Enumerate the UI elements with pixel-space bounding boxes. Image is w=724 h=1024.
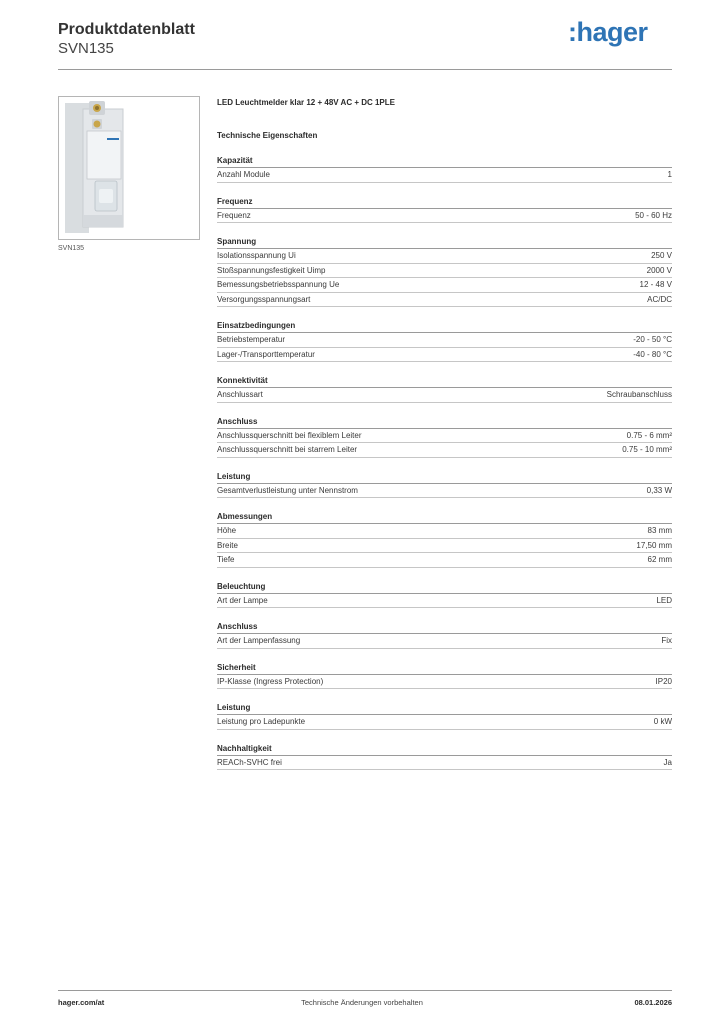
spec-label: Bemessungsbetriebsspannung Ue	[217, 280, 340, 289]
spec-group-title: Spannung	[217, 237, 672, 249]
spec-group-title: Leistung	[217, 472, 672, 484]
spec-label: Anschlussart	[217, 390, 263, 399]
spec-row	[217, 484, 672, 499]
spec-group-title: Frequenz	[217, 197, 672, 209]
spec-row	[217, 209, 672, 224]
image-caption: SVN135	[58, 245, 85, 252]
spec-group-title: Abmessungen	[217, 512, 672, 524]
spec-group-title: Kapazität	[217, 156, 672, 168]
spec-value: -20 - 50 °C	[633, 335, 672, 344]
header-divider	[58, 69, 672, 70]
spec-groups	[217, 156, 672, 770]
spec-label: IP-Klasse (Ingress Protection)	[217, 676, 324, 686]
spec-value: 250 V	[651, 251, 672, 260]
spec-label: Isolationsspannung Ui	[217, 251, 296, 260]
product-name: LED Leuchtmelder klar 12 + 48V AC + DC 1PLE	[217, 98, 395, 107]
spec-row	[217, 539, 672, 554]
spec-row	[217, 756, 672, 771]
spec-group	[217, 417, 672, 458]
spec-label: Stoßspannungsfestigkeit Uimp	[217, 265, 326, 275]
spec-label: Art der Lampe	[217, 595, 268, 605]
footer-date: 08.01.2026	[634, 998, 672, 1007]
spec-row	[217, 524, 672, 539]
spec-label: Gesamtverlustleistung unter Nennstrom	[217, 485, 358, 495]
spec-row	[217, 429, 672, 444]
spec-value: LED	[656, 595, 672, 605]
spec-value: 0 kW	[653, 717, 672, 726]
spec-row	[217, 594, 672, 609]
spec-row	[217, 264, 672, 279]
spec-group-title: Anschluss	[217, 417, 672, 429]
spec-group-title: Konnektivität	[217, 376, 672, 388]
spec-row	[217, 168, 672, 183]
spec-group-title: Sicherheit	[217, 663, 672, 675]
spec-row	[217, 715, 672, 730]
logo-colon: :	[568, 17, 577, 47]
footer-divider	[58, 990, 672, 991]
spec-group-title: Leistung	[217, 703, 672, 715]
spec-group	[217, 237, 672, 307]
spec-label: Art der Lampenfassung	[217, 636, 301, 645]
spec-row	[217, 293, 672, 308]
spec-group	[217, 582, 672, 609]
spec-label: Anschlussquerschnitt bei starrem Leiter	[217, 445, 358, 454]
spec-label: Leistung pro Ladepunkte	[217, 717, 306, 726]
spec-group	[217, 376, 672, 403]
spec-value: 0.75 - 6 mm²	[626, 430, 672, 440]
spec-value: Fix	[661, 636, 672, 645]
spec-value: AC/DC	[647, 294, 672, 304]
spec-label: Tiefe	[217, 555, 235, 564]
spec-label: Lager-/Transporttemperatur	[217, 349, 315, 359]
spec-value: Schraubanschluss	[606, 390, 672, 399]
spec-value: IP20	[655, 676, 672, 686]
spec-label: Anschlussquerschnitt bei flexiblem Leiter	[217, 430, 362, 440]
spec-group-title: Einsatzbedingungen	[217, 321, 672, 333]
spec-row	[217, 634, 672, 649]
spec-group	[217, 156, 672, 183]
spec-row	[217, 333, 672, 348]
footer-note: Technische Änderungen vorbehalten	[301, 998, 423, 1007]
footer-website[interactable]: hager.com/at	[58, 998, 105, 1007]
spec-value: 12 - 48 V	[639, 280, 672, 289]
product-image	[58, 96, 200, 240]
spec-row	[217, 249, 672, 264]
spec-label: Breite	[217, 540, 238, 550]
spec-value: 83 mm	[647, 526, 672, 535]
spec-value: 0.75 - 10 mm²	[622, 445, 672, 454]
spec-value: 1	[667, 170, 672, 179]
section-title: Technische Eigenschaften	[217, 131, 318, 140]
spec-value: -40 - 80 °C	[633, 349, 672, 359]
spec-group-title: Nachhaltigkeit	[217, 744, 672, 756]
spec-group	[217, 622, 672, 649]
spec-group	[217, 744, 672, 771]
product-code: SVN135	[58, 40, 114, 57]
spec-group	[217, 663, 672, 690]
spec-group-title: Beleuchtung	[217, 582, 672, 594]
spec-value: 0,33 W	[646, 485, 672, 495]
spec-row	[217, 443, 672, 458]
spec-group-title: Anschluss	[217, 622, 672, 634]
spec-label: Betriebstemperatur	[217, 335, 286, 344]
spec-content	[217, 97, 672, 770]
spec-value: 50 - 60 Hz	[635, 210, 672, 220]
product-illustration	[59, 97, 199, 239]
spec-group	[217, 512, 672, 568]
spec-value: Ja	[663, 757, 672, 767]
spec-value: 2000 V	[646, 265, 672, 275]
spec-label: REACh-SVHC frei	[217, 757, 282, 767]
spec-group	[217, 472, 672, 499]
spec-group	[217, 321, 672, 362]
page-title: Produktdatenblatt	[58, 21, 195, 38]
spec-value: 17,50 mm	[636, 540, 672, 550]
hager-logo	[568, 17, 648, 47]
spec-group	[217, 197, 672, 224]
logo-text: hager	[576, 17, 648, 47]
spec-row	[217, 675, 672, 690]
spec-label: Anzahl Module	[217, 170, 270, 179]
spec-label: Höhe	[217, 526, 237, 535]
spec-group	[217, 703, 672, 730]
spec-row	[217, 278, 672, 293]
spec-row	[217, 348, 672, 363]
spec-row	[217, 388, 672, 403]
spec-label: Frequenz	[217, 210, 251, 220]
spec-label: Versorgungsspannungsart	[217, 294, 311, 304]
spec-row	[217, 553, 672, 568]
spec-value: 62 mm	[647, 555, 672, 564]
